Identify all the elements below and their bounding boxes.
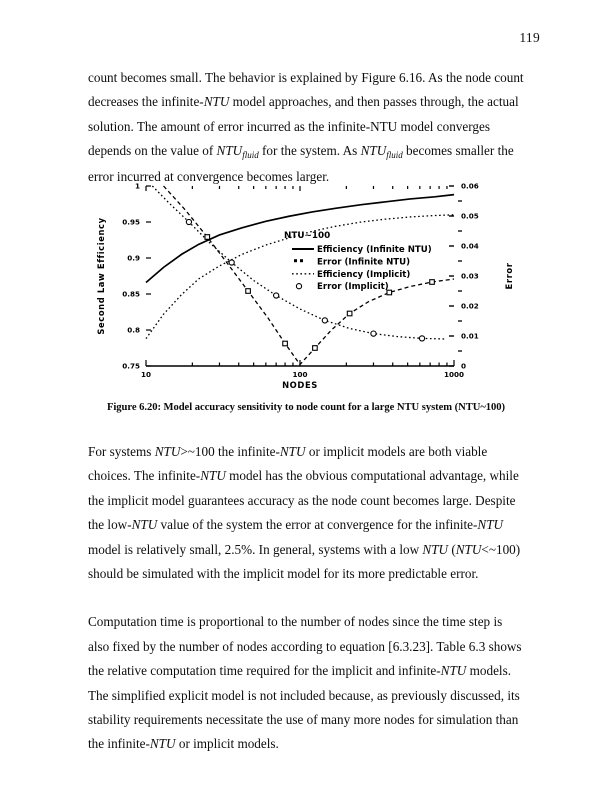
paragraph-2: For systems NTU>~100 the infinite-NTU or implicit models are both viable choices. The infinite-NTU model has the obvious computational advantage, while the implicit model guarantees accuracy as the node count becomes large. Despite the low-NTU value of the system the error at convergence for the infinite-NTU model is relatively small, 2.5%. In general, systems with a low NTU (NTU<~100) should be simulated with the implicit model for its more predictable error. <box>88 444 521 582</box>
series-marker-3 <box>419 336 424 341</box>
page-content-lower <box>88 440 524 757</box>
legend-label-1: Error (Infinite NTU) <box>317 257 411 268</box>
y-tick-label: 0.95 <box>122 217 140 227</box>
series-marker-1 <box>283 341 288 346</box>
x-tick-label: 100 <box>292 370 308 379</box>
figure-6-20 <box>88 176 524 413</box>
chart-container <box>88 176 524 398</box>
legend-label-0: Efficiency (Infinite NTU) <box>317 245 432 255</box>
series-marker-3 <box>322 318 327 323</box>
page-content <box>88 66 524 189</box>
x-axis-title: NODES <box>282 380 318 390</box>
y2-tick-label: 0 <box>461 361 467 371</box>
y-tick-label: 0.8 <box>127 325 140 335</box>
y-axis-title: Second Law Efficiency <box>96 217 106 335</box>
paragraph-3: Computation time is proportional to the number of nodes since the time step is also fixed by the number of nodes according to equation [6.3.23]. Table 6.3 shows the relative computation time required for the implicit and infinite-NTU models. The simplified explicit model is not included because, as previously discussed, its stability requirements necessitate the use of many more nodes for simulation than the infinite-NTU or implicit models. <box>88 614 522 752</box>
legend-title: NTU~100 <box>284 231 331 241</box>
y2-tick-label: 0.06 <box>461 181 479 191</box>
series-marker-1 <box>205 235 210 240</box>
legend-label-2: Efficiency (Implicit) <box>317 269 411 280</box>
y-tick-label: 0.75 <box>122 361 140 371</box>
legend-marker-3 <box>296 284 301 289</box>
legend-label-3: Error (Implicit) <box>317 282 389 293</box>
series-marker-1 <box>347 311 352 316</box>
figure-caption: Figure 6.20: Model accuracy sensitivity to node count for a large NTU system (NTU~100) <box>106 402 506 413</box>
y-tick-label: 0.9 <box>127 253 140 263</box>
series-marker-1 <box>430 280 435 285</box>
legend-marker-1 <box>294 259 303 262</box>
y-tick-label: 1 <box>134 181 140 191</box>
y2-axis-title: Error <box>504 262 514 290</box>
page-number: 119 <box>519 30 540 45</box>
y2-tick-label: 0.05 <box>461 211 479 221</box>
series-marker-1 <box>313 346 318 351</box>
paragraph-spacer <box>88 586 524 610</box>
y2-tick-label: 0.02 <box>461 301 479 311</box>
y-tick-label: 0.85 <box>122 289 140 299</box>
x-tick-label: 10 <box>140 370 152 379</box>
series-marker-1 <box>246 289 251 294</box>
series-marker-3 <box>274 293 279 298</box>
model-accuracy-chart <box>88 176 524 398</box>
x-tick-label: 1000 <box>443 370 465 379</box>
series-marker-3 <box>371 331 376 336</box>
paragraph-1: count becomes small. The behavior is explained by Figure 6.16. As the node count decreases the infinite-NTU model approaches, and then passes through, the actual solution. The amount of error incurred as the infinite-NTU model converges depends on the value of $NTU_{fluid}$ for the system. As $NTU_{fluid}$ becomes smaller the error incurred at convergence becomes larger. <box>88 70 524 184</box>
y2-tick-label: 0.03 <box>461 271 479 281</box>
y2-tick-label: 0.04 <box>461 241 479 251</box>
y2-tick-label: 0.01 <box>461 331 479 341</box>
series-marker-3 <box>186 219 191 224</box>
series-marker-3 <box>229 260 234 265</box>
